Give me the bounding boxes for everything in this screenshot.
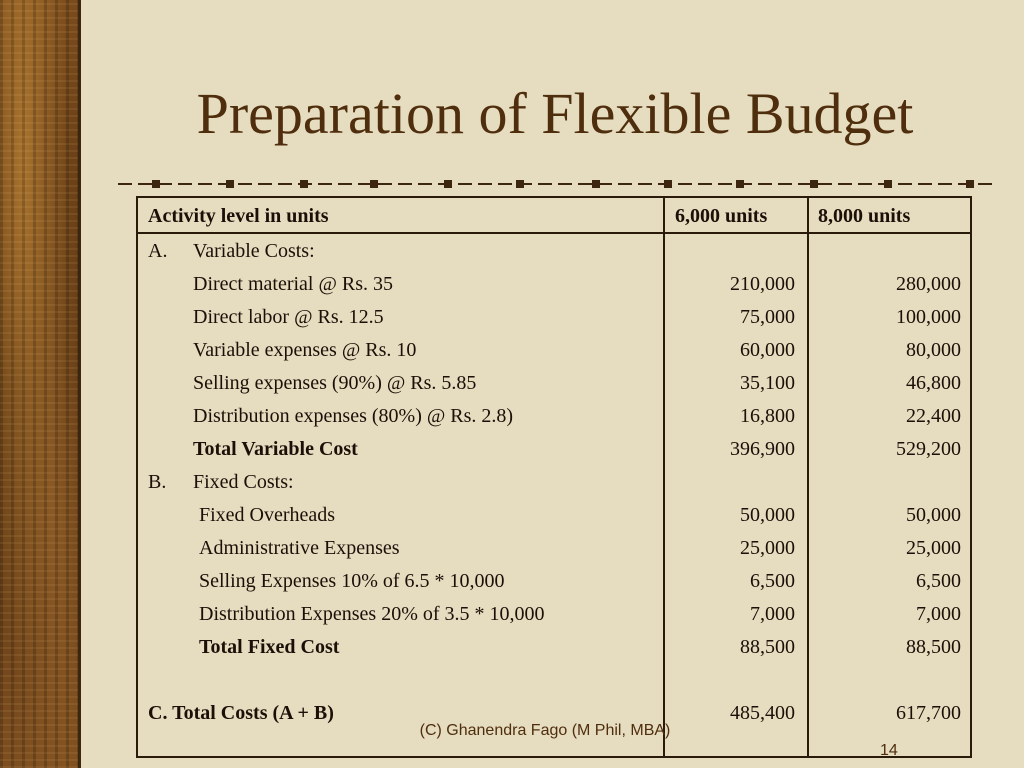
value-6000-units: 50,000 [740, 504, 795, 526]
slide-title: Preparation of Flexible Budget [196, 81, 914, 146]
value-8000-units: 280,000 [896, 273, 961, 295]
row-label: C. Total Costs (A + B) [148, 702, 334, 724]
flexible-budget-table [136, 196, 972, 758]
value-8000-units: 6,500 [916, 570, 961, 592]
value-6000-units: 35,100 [740, 372, 795, 394]
row-label: Distribution expenses (80%) @ Rs. 2.8) [193, 405, 514, 427]
value-8000-units: 100,000 [896, 306, 961, 328]
sidebar-edge [78, 0, 81, 768]
row-label: Fixed Overheads [199, 504, 336, 526]
table-row [138, 636, 970, 669]
value-8000-units: 7,000 [916, 603, 961, 625]
value-6000-units: 60,000 [740, 339, 795, 361]
table-row [138, 570, 970, 603]
row-label: Administrative Expenses [199, 537, 400, 559]
table-row [138, 471, 970, 504]
table-row [138, 306, 970, 339]
table-row [138, 372, 970, 405]
row-label: Total Variable Cost [193, 438, 358, 460]
row-label: Direct labor @ Rs. 12.5 [193, 306, 384, 328]
table-header-row [138, 198, 970, 232]
row-label: Total Fixed Cost [199, 636, 340, 658]
value-8000-units: 22,400 [906, 405, 961, 427]
table-row [138, 537, 970, 570]
value-8000-units: 529,200 [896, 438, 961, 460]
row-label: Selling expenses (90%) @ Rs. 5.85 [193, 372, 477, 394]
value-6000-units: 396,900 [730, 438, 795, 460]
decorative-divider [118, 176, 992, 192]
value-6000-units: 7,000 [750, 603, 795, 625]
value-8000-units: 25,000 [906, 537, 961, 559]
row-section-letter: A. [148, 240, 168, 262]
table-row [138, 339, 970, 372]
row-label: Variable Costs: [193, 240, 315, 262]
table-row [138, 603, 970, 636]
header-8000-units: 8,000 units [818, 205, 911, 227]
value-6000-units: 75,000 [740, 306, 795, 328]
value-6000-units: 88,500 [740, 636, 795, 658]
value-8000-units: 50,000 [906, 504, 961, 526]
row-label: Selling Expenses 10% of 6.5 * 10,000 [199, 570, 505, 592]
value-6000-units: 16,800 [740, 405, 795, 427]
value-8000-units: 80,000 [906, 339, 961, 361]
table-row [138, 240, 970, 273]
value-8000-units: 88,500 [906, 636, 961, 658]
table-row [138, 438, 970, 471]
page-number: 14 [880, 742, 898, 759]
header-6000-units: 6,000 units [675, 205, 768, 227]
table-row [138, 669, 970, 702]
footer-credit: (C) Ghanendra Fago (M Phil, MBA) [419, 722, 671, 739]
row-label: Variable expenses @ Rs. 10 [193, 339, 417, 361]
table-row [138, 405, 970, 438]
row-section-letter: B. [148, 471, 167, 493]
value-8000-units: 46,800 [906, 372, 961, 394]
value-6000-units: 25,000 [740, 537, 795, 559]
table-row [138, 273, 970, 306]
wood-texture-sidebar [0, 0, 78, 768]
value-6000-units: 485,400 [730, 702, 795, 724]
row-label: Distribution Expenses 20% of 3.5 * 10,000 [199, 603, 545, 625]
header-activity-level: Activity level in units [148, 205, 329, 227]
value-6000-units: 6,500 [750, 570, 795, 592]
row-label: Direct material @ Rs. 35 [193, 273, 394, 295]
value-6000-units: 210,000 [730, 273, 795, 295]
table-row [138, 504, 970, 537]
header-divider [138, 232, 970, 234]
row-label: Fixed Costs: [193, 471, 294, 493]
value-8000-units: 617,700 [896, 702, 961, 724]
